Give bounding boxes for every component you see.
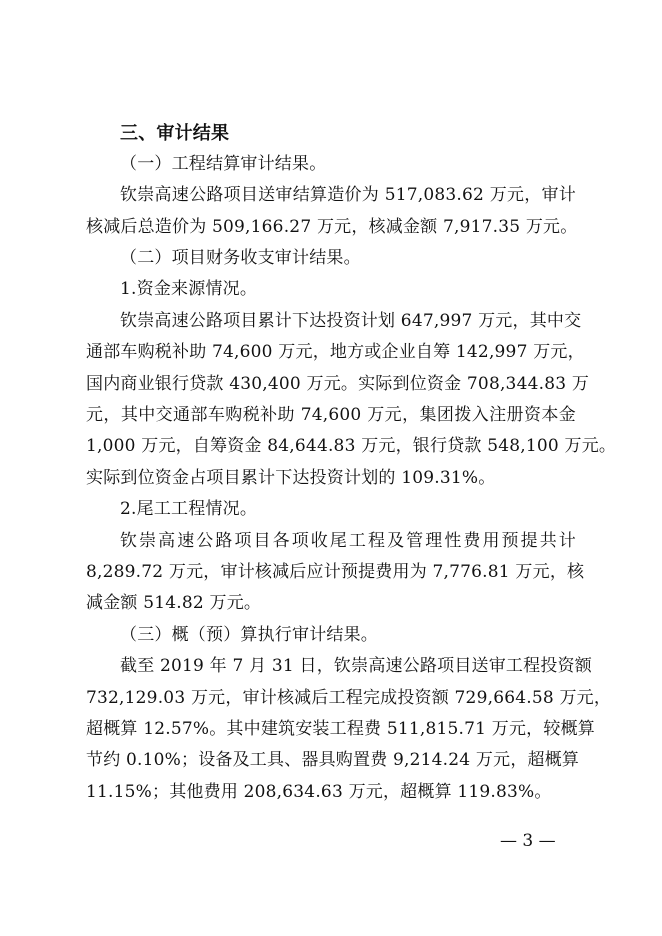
paragraph-line: 国内商业银行贷款 430,400 万元。实际到位资金 708,344.83 万 xyxy=(86,374,590,394)
paragraph-line: 钦崇高速公路项目送审结算造价为 517,083.62 万元，审计 xyxy=(120,185,576,205)
paragraph-line: 元，其中交通部车购税补助 74,600 万元，集团拨入注册资本金 xyxy=(86,405,576,425)
paragraph-line: 1,000 万元，自筹资金 84,644.83 万元，银行贷款 548,100 万元。 xyxy=(86,436,617,456)
page-number: — 3 — xyxy=(500,831,556,851)
subsection-title-3: （三）概（预）算执行审计结果。 xyxy=(120,625,378,645)
paragraph-line: 732,129.03 万元，审计核减后工程完成投资额 729,664.58 万元， xyxy=(86,688,612,708)
item-title-1: 1.资金来源情况。 xyxy=(120,279,258,299)
paragraph-line: 实际到位资金占项目累计下达投资计划的 109.31%。 xyxy=(86,468,496,488)
paragraph-line: 8,289.72 万元，审计核减后应计预提费用为 7,776.81 万元，核 xyxy=(86,562,585,582)
paragraph-line: 钦崇高速公路项目累计下达投资计划 647,997 万元，其中交 xyxy=(120,311,582,331)
item-title-2: 2.尾工工程情况。 xyxy=(120,499,258,519)
paragraph-line: 11.15%；其他费用 208,634.63 万元，超概算 119.83%。 xyxy=(86,782,552,802)
subsection-title-1: （一）工程结算审计结果。 xyxy=(120,154,327,174)
paragraph-line: 截至 2019 年 7 月 31 日，钦崇高速公路项目送审工程投资额 xyxy=(120,656,592,676)
paragraph-line: 核减后总造价为 509,166.27 万元，核减金额 7,917.35 万元。 xyxy=(86,217,578,237)
paragraph-line: 节约 0.10%；设备及工具、器具购置费 9,214.24 万元，超概算 xyxy=(86,750,580,770)
subsection-title-2: （二）项目财务收支审计结果。 xyxy=(120,248,361,268)
section-heading: 三、审计结果 xyxy=(120,123,230,144)
paragraph-line: 减金额 514.82 万元。 xyxy=(86,593,262,613)
paragraph-line: 钦崇高速公路项目各项收尾工程及管理性费用预提共计 xyxy=(120,531,576,551)
paragraph-line: 超概算 12.57%。其中建筑安装工程费 511,815.71 万元，较概算 xyxy=(86,719,595,739)
paragraph-line: 通部车购税补助 74,600 万元，地方或企业自筹 142,997 万元， xyxy=(86,342,585,362)
